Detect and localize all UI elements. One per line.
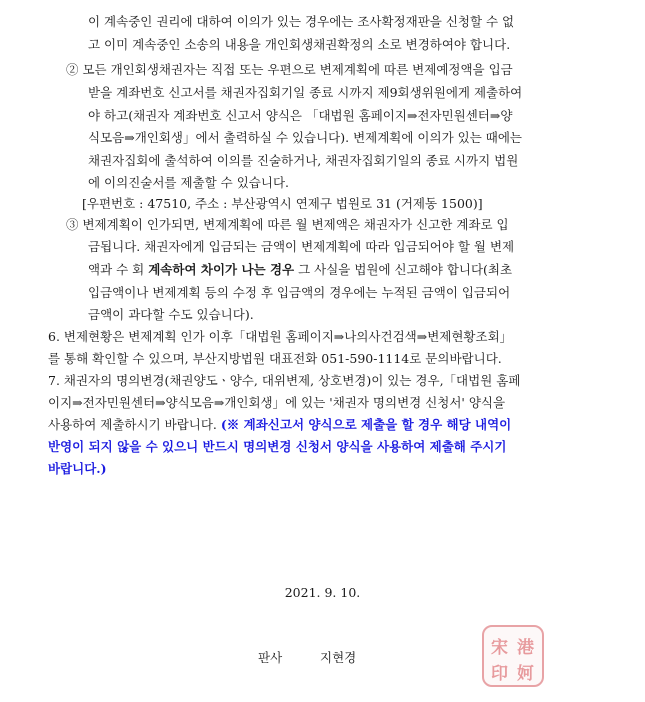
text-line: 액과 수 회 계속하여 차이가 나는 경우 그 사실을 법원에 신고해야 합니다(최초 bbox=[88, 262, 513, 277]
text-line: 를 통해 확인할 수 있으며, 부산지방법원 대표전화 051-590-1114로 문의바랍니다. bbox=[48, 351, 502, 366]
official-seal: 宋 港 印 妸 bbox=[482, 625, 544, 687]
text-line: 식모음⇒개인회생」에서 출력하실 수 있습니다). 변제계획에 이의가 있는 때에는 bbox=[88, 130, 522, 145]
text-line: 야 하고(채권자 계좌번호 신고서 양식은 「대법원 홈페이지⇒전자민원센터⇒양 bbox=[88, 108, 513, 123]
emphasis-text: 계속하여 차이가 나는 경우 bbox=[148, 262, 295, 277]
text-line: 이지⇒전자민원센터⇒양식모음⇒개인회생」에 있는 '채권자 명의변경 신청서' 양식을 bbox=[48, 395, 506, 410]
judge-title: 판사 bbox=[258, 650, 283, 665]
text-line: ② 모든 개인회생채권자는 직접 또는 우편으로 변제계획에 따른 변제예정액을 입금 bbox=[66, 62, 513, 77]
notice-text: 반영이 되지 않을 수 있으니 반드시 명의변경 신청서 양식을 사용하여 제출해 주시기 bbox=[48, 439, 507, 454]
text-line: 이 계속중인 권리에 대하여 이의가 있는 경우에는 조사확정재판을 신청할 수 없 bbox=[88, 14, 515, 29]
text-line: 금됩니다. 채권자에게 입금되는 금액이 변제계획에 따라 입금되어야 할 월 변제 bbox=[88, 239, 515, 254]
text-line: 받을 계좌번호 신고서를 채권자집회기일 종료 시까지 제9회생위원에게 제출하여 bbox=[88, 85, 523, 100]
address-line: [우편번호 : 47510, 주소 : 부산광역시 연제구 법원로 31 (거제동 1500)] bbox=[82, 196, 483, 211]
notice-text: 바랍니다.) bbox=[48, 461, 107, 476]
text-line: 사용하여 제출하시기 바랍니다. (※ 계좌신고서 양식으로 제출을 할 경우 해당 내역이 bbox=[48, 417, 512, 432]
text-line: 6. 변제현황은 변제계획 인가 이후「대법원 홈페이지⇒나의사건검색⇒변제현황조회」 bbox=[48, 329, 513, 344]
notice-text: (※ 계좌신고서 양식으로 제출을 할 경우 해당 내역이 bbox=[220, 417, 512, 432]
text-line: ③ 변제계획이 인가되면, 변제계획에 따른 월 변제액은 채권자가 신고한 계좌로 입 bbox=[66, 217, 509, 232]
text-line: 입금액이나 변제계획 등의 수정 후 입금액의 경우에는 누적된 금액이 입금되어 bbox=[88, 285, 511, 300]
text-line: 금액이 과다할 수도 있습니다). bbox=[88, 307, 254, 322]
text-line: 고 이미 계속중인 소송의 내용을 개인회생채권확정의 소로 변경하여야 합니다. bbox=[88, 37, 511, 52]
text-line: 채권자집회에 출석하여 이의를 진술하거나, 채권자집회기일의 종료 시까지 법원 bbox=[88, 153, 519, 168]
document-date: 2021. 9. 10. bbox=[284, 585, 361, 600]
text-line: 7. 채권자의 명의변경(채권양도ㆍ양수, 대위변제, 상호변경)이 있는 경우,「대법원 홈페 bbox=[48, 373, 521, 388]
text-line: 에 이의진술서를 제출할 수 있습니다. bbox=[88, 175, 289, 190]
judge-name: 지현경 bbox=[320, 650, 357, 665]
